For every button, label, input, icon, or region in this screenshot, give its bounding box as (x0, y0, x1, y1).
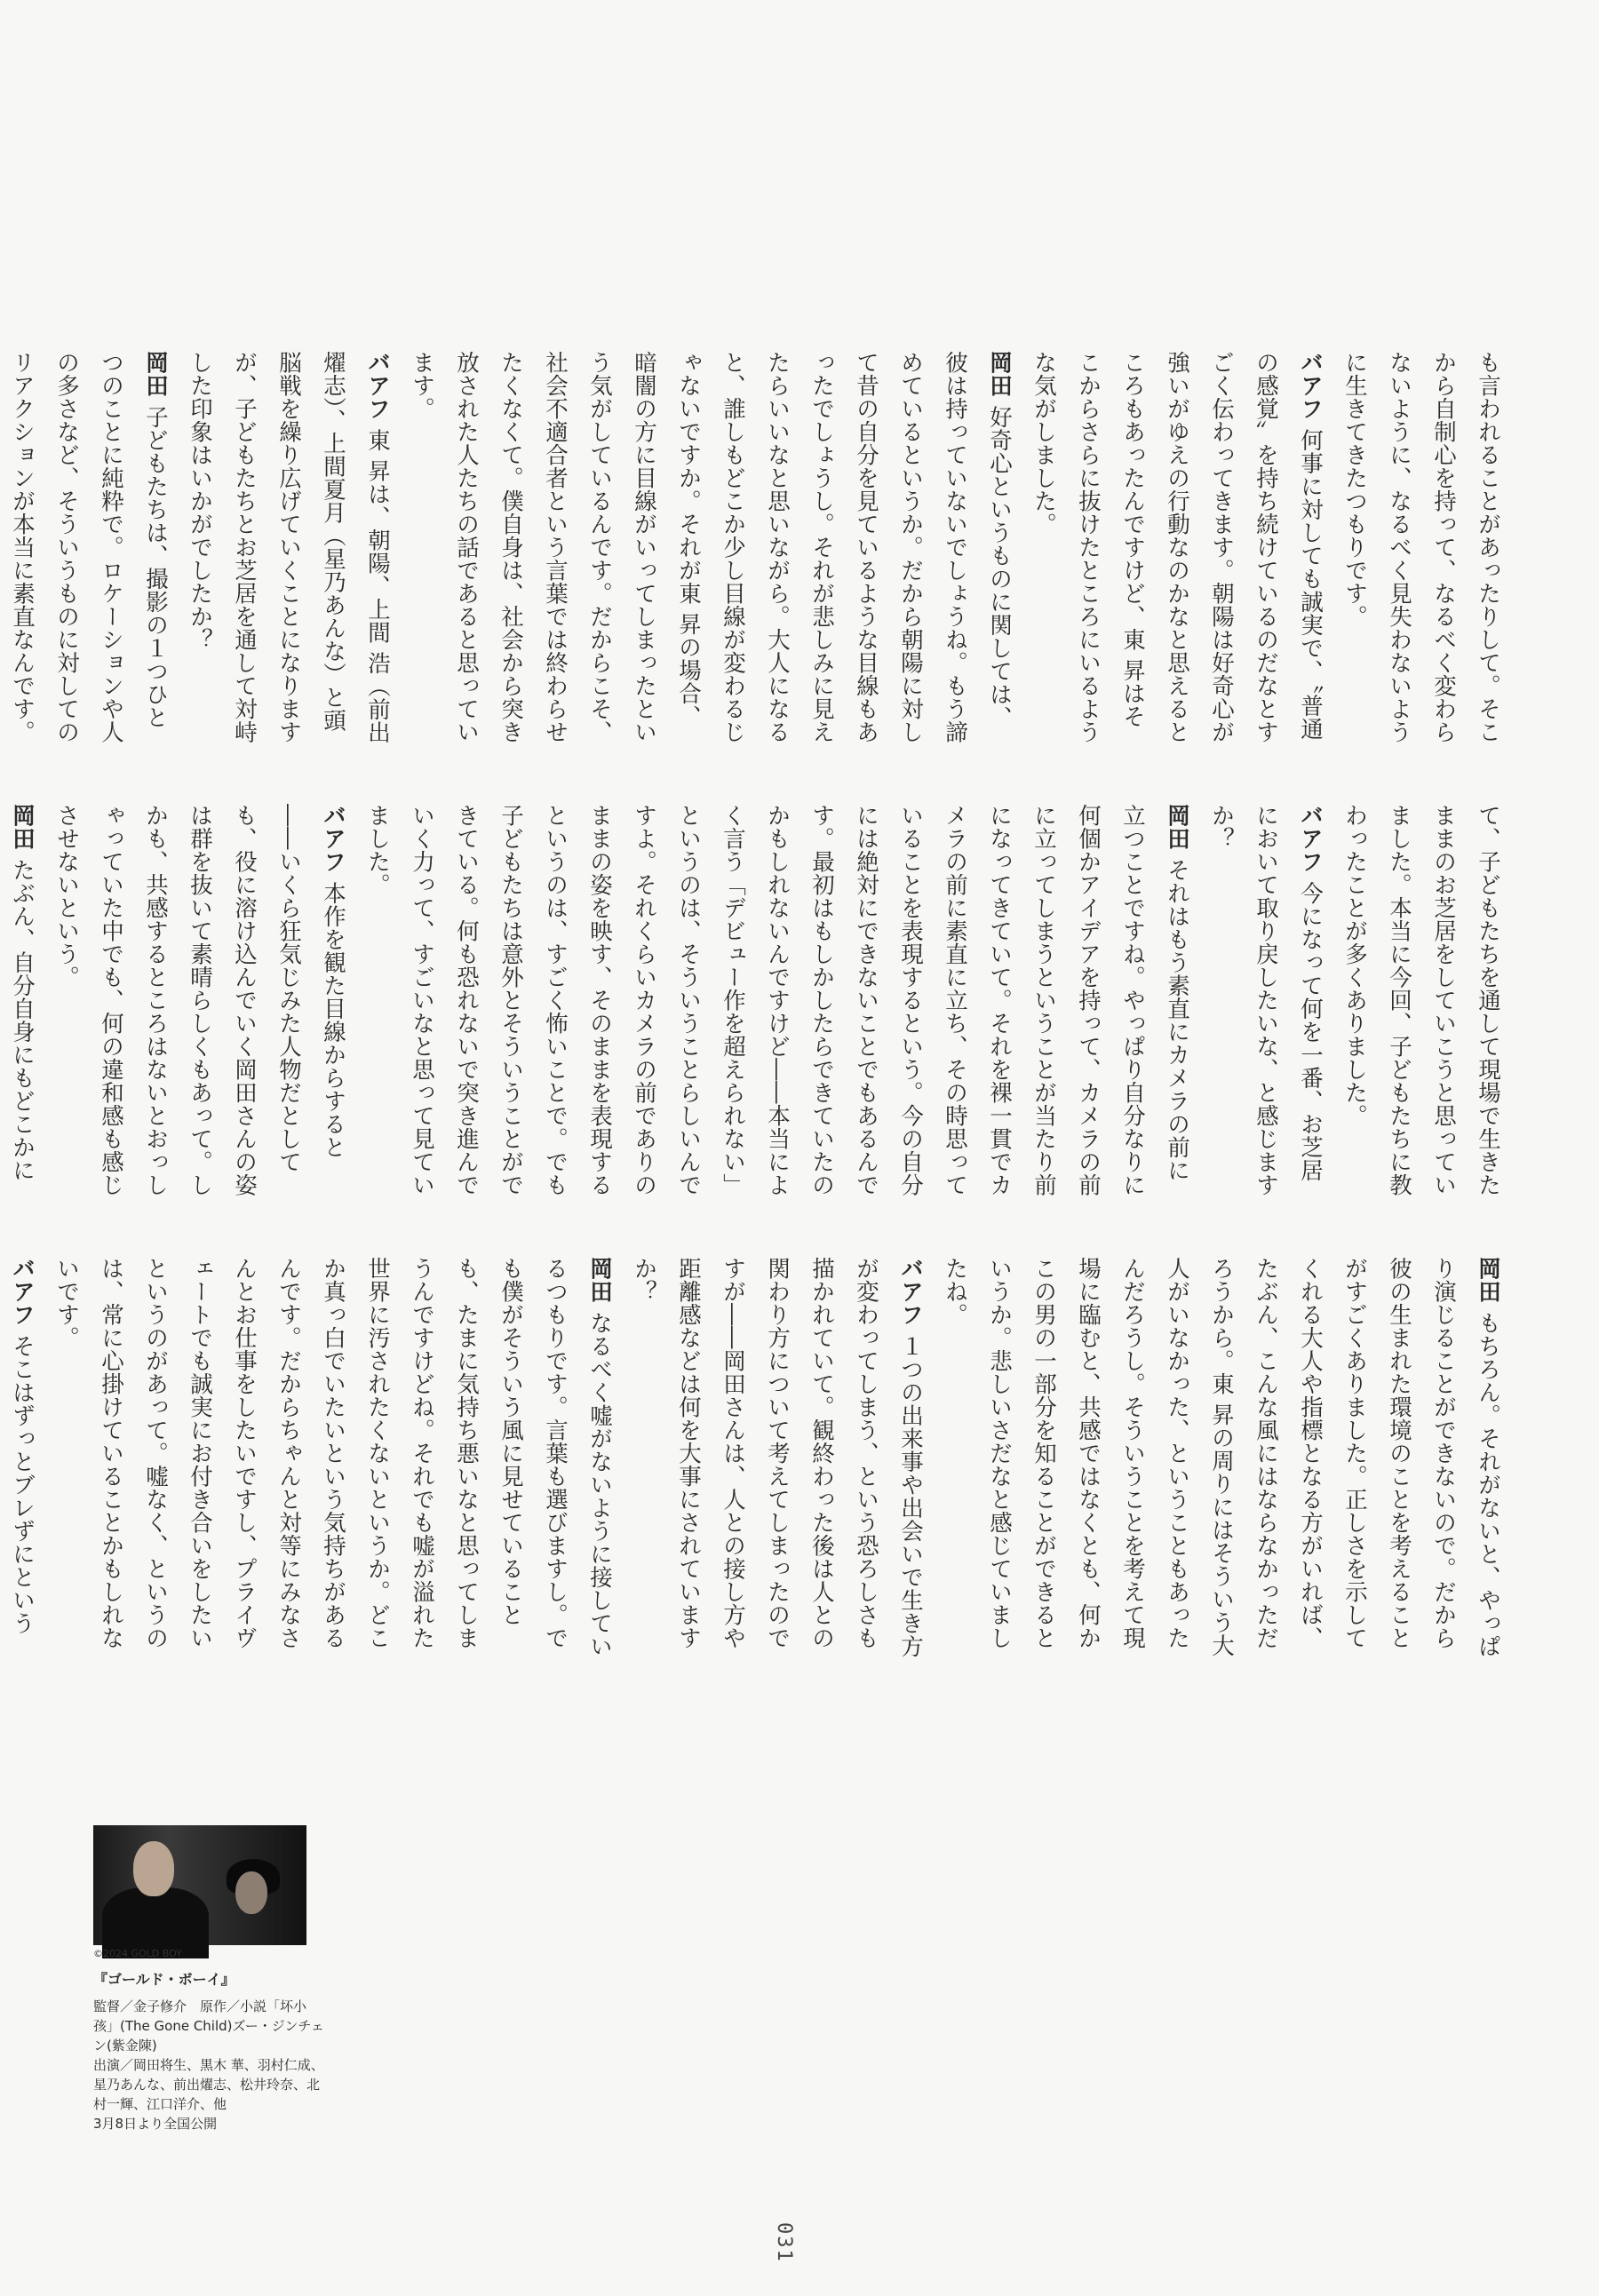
actor-face (235, 1871, 267, 1914)
speaker-label: バアフ (364, 351, 391, 429)
page-number: 031 (773, 2222, 795, 2263)
speaker-label: 岡田 (142, 351, 169, 406)
paragraph: 岡田 それはもう素直にカメラの前に立つことですね。やっぱり自分なりに何個かアイデアを持って、カメラの前に立ってしまうということが当たり前になってきていて。それを裸一貫でカメラの前に素直に立ち、その時思っていることを表現するという。今の自分には絶対にできないことでもあるんです。最初はもしかしたらできていたのかもしれないんですけど――本当によく言う「デビュー作を超えられない」というのは、そういうことらしいんですよ。それくらいカメラの前でありのままの姿を映す、そのままを表現するというのは、すごく怖いことで。でも子どもたちは意外とそういうことができている。何も恐れないで突き進んでいく力って、すごいなと思って見ていました。 (364, 804, 1190, 1196)
film-credits-director: 監督／金子修介 原作／小説「坏小孩」(The Gone Child)ズー・ジンチェン(紫金陳) (93, 1998, 324, 2054)
paragraph: バアフ 本作を観た目線からすると――いくら狂気じみた人物だとしても、役に溶け込んでいく岡田さんの姿は群を抜いて素晴らしくもあって。しかも、共感するところはないとおっしゃっていた中でも、何の違和感も感じさせないという。 (53, 804, 346, 1196)
speaker-label: 岡田 (1475, 1257, 1501, 1312)
photo-credit: ©2024 GOLD BOY (93, 1948, 182, 1959)
paragraph: 岡田 なるべく嘘がないように接しているつもりです。言葉も選びますし。でも僕がそういう風に見せていることも、たまに気持ち悪いなと思ってしまうんですけどね。それでも嘘が溢れた世界に汚されたくないというか。どこか真っ白でいたいという気持ちがあるんです。だからちゃんと対等にみなさんとお仕事をしたいですし、プライヴェートでも誠実にお付き合いをしたいというのがあって。嘘なく、というのは、常に心掛けていることかもしれないです。 (53, 1257, 613, 1658)
paragraph: バアフ そこはずっとブレずにという (9, 1257, 36, 1635)
actor-face (133, 1841, 174, 1896)
article-middle-section (9, 804, 1510, 1204)
article-bottom-section (9, 1257, 1510, 1661)
speaker-label: バアフ (9, 1257, 36, 1335)
paragraph: 岡田 たぶん、自分自身にもどこかに (9, 804, 36, 1182)
speaker-label: 岡田 (986, 351, 1013, 406)
paragraph: て、子どもたちを通して現場で生きたままのお芝居をしていこうと思っていました。本当に今回、子どもたちに教わったことが多くありました。 (1341, 804, 1501, 1196)
speaker-label: バアフ (1297, 804, 1324, 882)
speaker-label: バアフ (897, 1257, 924, 1335)
speaker-label: 岡田 (586, 1257, 613, 1312)
speaker-label: バアフ (320, 804, 346, 882)
paragraph: バアフ 何事に対しても誠実で、〝普通の感覚〟を持ち続けているのだなとすごく伝わってきます。朝陽は好奇心が強いがゆえの行動なのかなと思えるところもあったんですけど、東 昇はそこからさらに抜けたところにいるような気がしました。 (1030, 351, 1324, 743)
article-top-section (9, 351, 1510, 746)
speaker-label: 岡田 (9, 804, 36, 859)
paragraph: 岡田 好奇心というものに関しては、彼は持っていないでしょうね。もう諦めているというか。だから朝陽に対して昔の自分を見ているような目線もあったでしょうし。それが悲しみに見えたらいいなと思いながら。大人になると、誰しもどこか少し目線が変わるじゃないですか。それが東 昇の場合、暗闇の方に目線がいってしまったという気がしているんです。だからこそ、社会不適合者という言葉では終わらせたくなくて。僕自身は、社会から突き放された人たちの話であると思っています。 (409, 351, 1013, 743)
film-info (93, 1970, 324, 2133)
paragraph: 岡田 子どもたちは、撮影の１つひとつのことに純粋で。ロケーションや人の多さなど、そういうものに対してのリアクションが本当に素直なんです。 (9, 351, 169, 743)
film-title: 『ゴールド・ボーイ』 (93, 1971, 235, 1988)
paragraph: バアフ １つの出来事や出会いで生き方が変わってしまう、という恐ろしさも描かれていて。観終わった後は人との関わり方について考えてしまったのですが――岡田さんは、人との接し方や距離感などは何を大事にされていますか？ (631, 1257, 924, 1658)
film-credits-cast: 出演／岡田将生、黒木 華、羽村仁成、星乃あんな、前出燿志、松井玲奈、北村一輝、江口洋介、他 (93, 2057, 324, 2112)
paragraph: バアフ 東 昇は、朝陽、上間 浩（前出燿志）、上間夏月（星乃あんな）と頭脳戦を繰り広げていくことになりますが、子どもたちとお芝居を通して対峙した印象はいかがでしたか？ (187, 351, 391, 744)
paragraph: 岡田 もちろん。それがないと、やっぱり演じることができないので。だから彼の生まれた環境のことを考えることがすごくありました。正しさを示してくれる大人や指標となる方がいれば、たぶん、こんな風にはならなかっただろうから。東 昇の周りにはそういう大人がいなかった、ということもあったんだろうし。そういうことを考えて現場に臨むと、共感ではなくとも、何かこの男の一部分を知ることができるというか。悲しいさだなと感じていましたね。 (942, 1257, 1501, 1658)
paragraph: バアフ 今になって何を一番、お芝居において取り戻したいな、と感じますか？ (1208, 804, 1324, 1196)
film-release-date: 3月8日より全国公開 (93, 2116, 218, 2132)
speaker-label: バアフ (1297, 351, 1324, 429)
paragraph: も言われることがあったりして。そこから自制心を持って、なるべく変わらないように、なるべく見失わないように生きてきたつもりです。 (1341, 351, 1501, 743)
film-still-image (93, 1825, 306, 1945)
speaker-label: 岡田 (1164, 804, 1190, 859)
